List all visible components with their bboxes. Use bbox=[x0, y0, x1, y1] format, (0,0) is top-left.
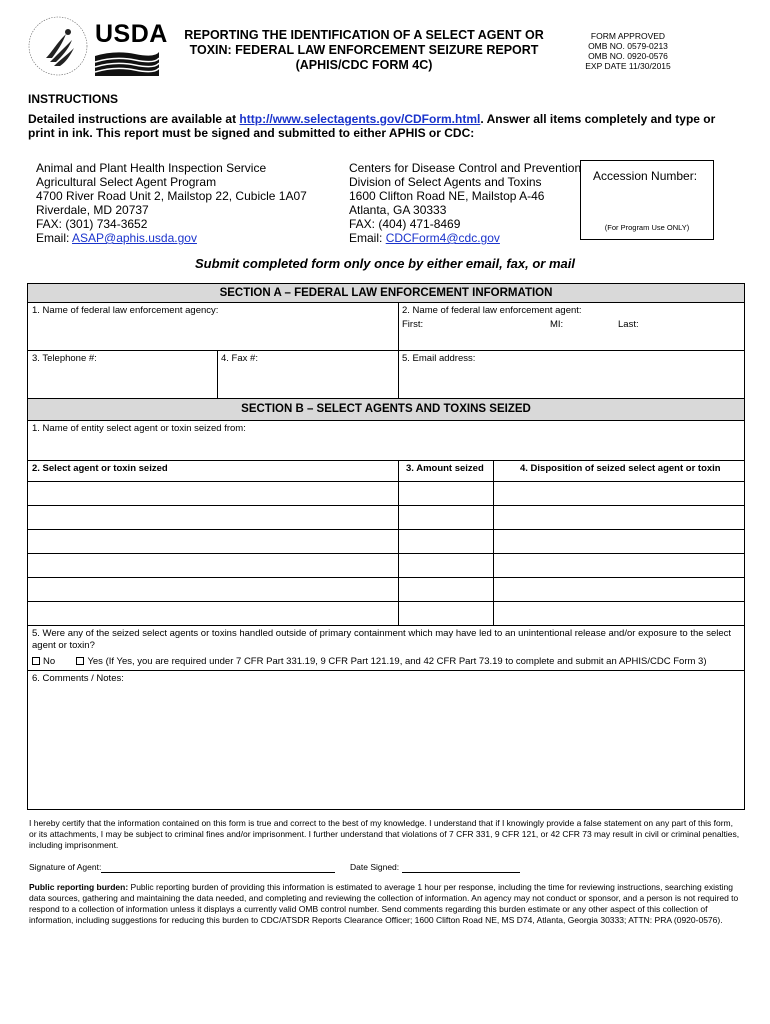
expiration-date: EXP DATE 11/30/2015 bbox=[585, 61, 671, 71]
yes-checkbox[interactable] bbox=[76, 657, 84, 665]
date-signed-field[interactable] bbox=[402, 872, 520, 873]
divider bbox=[28, 302, 744, 303]
address-line: Agricultural Select Agent Program bbox=[36, 175, 217, 189]
comments-label: 6. Comments / Notes: bbox=[32, 673, 124, 684]
address-line: Centers for Disease Control and Prevention bbox=[349, 161, 582, 175]
address-line: Riverdale, MD 20737 bbox=[36, 203, 149, 217]
telephone-field[interactable] bbox=[28, 364, 217, 398]
public-burden-statement bbox=[29, 882, 741, 926]
address-line: 1600 Clifton Road NE, Mailstop A-46 bbox=[349, 189, 545, 203]
agent-cell[interactable] bbox=[28, 530, 398, 553]
amount-column-header: 3. Amount seized bbox=[406, 463, 484, 474]
aphis-address bbox=[36, 161, 307, 245]
comments-field[interactable] bbox=[28, 686, 744, 809]
agent-signature-label: Signature of Agent: bbox=[29, 862, 102, 872]
address-line: 4700 River Road Unit 2, Mailstop 22, Cubicle 1A07 bbox=[36, 189, 307, 203]
omb-number-cdc: OMB NO. 0920-0576 bbox=[588, 51, 668, 61]
agent-cell[interactable] bbox=[28, 482, 398, 505]
disposition-cell[interactable] bbox=[494, 506, 744, 529]
section-b-heading: SECTION B – SELECT AGENTS AND TOXINS SEIZED bbox=[28, 399, 744, 420]
instructions-heading: INSTRUCTIONS bbox=[28, 92, 118, 106]
hhs-seal-logo bbox=[26, 14, 90, 78]
yes-option-label: Yes (If Yes, you are required under 7 CFR Part 331.19, 9 CFR Part 121.19, and 42 CFR Part 73.19 to complete and submit an APHIS/CDC Form 3) bbox=[87, 656, 707, 667]
first-name-label: First: bbox=[402, 319, 424, 330]
fax-label: 4. Fax #: bbox=[221, 353, 258, 364]
amount-cell[interactable] bbox=[399, 506, 493, 529]
agent-cell[interactable] bbox=[28, 554, 398, 577]
amount-cell[interactable] bbox=[399, 530, 493, 553]
burden-text: Public reporting burden of providing this information is estimated to average 1 hour per response, including the time for reviewing instructions, searching existing data sources, gathering and maintaining the data needed, and completing and reviewing the collection of information. An agency may not conduct or sponsor, and a person is not required to respond to a collection of information unless it displays a currently valid OMB control number. Send comments regarding this burden estimate or any other aspect of this collection of information, including suggestions for reducing this burden to CDC/ATSDR Reports Clearance Officer; 1600 Clifton Road NE, MS D74, Atlanta, Georgia 30333; ATTN: PRA (0920-0576). bbox=[29, 882, 739, 925]
address-line: Atlanta, GA 30333 bbox=[349, 203, 447, 217]
instructions-text-start: Detailed instructions are available at bbox=[28, 112, 240, 126]
form-title-line: TOXIN: FEDERAL LAW ENFORCEMENT SEIZURE REPORT bbox=[189, 43, 539, 57]
amount-cell[interactable] bbox=[399, 482, 493, 505]
email-address-label: 5. Email address: bbox=[402, 353, 476, 364]
aphis-email-link[interactable]: ASAP@aphis.usda.gov bbox=[72, 231, 197, 245]
instructions-text-end: . Answer all items completely and type or print in ink. This report must be signed and submitted to either APHIS or CDC: bbox=[28, 112, 716, 140]
email-address-field[interactable] bbox=[399, 364, 744, 398]
address-line: Animal and Plant Health Inspection Service bbox=[36, 161, 267, 175]
email-label: Email: bbox=[36, 231, 73, 245]
agent-cell[interactable] bbox=[28, 506, 398, 529]
usda-logo bbox=[95, 20, 168, 76]
form-approval-info bbox=[578, 31, 678, 71]
agent-name-label: 2. Name of federal law enforcement agent: bbox=[402, 305, 582, 316]
disposition-cell[interactable] bbox=[494, 530, 744, 553]
form-title bbox=[170, 28, 558, 73]
accession-number-note: (For Program Use ONLY) bbox=[604, 223, 690, 232]
divider bbox=[28, 420, 744, 421]
containment-question bbox=[32, 628, 742, 652]
seizure-report-form bbox=[27, 283, 745, 810]
disposition-cell[interactable] bbox=[494, 578, 744, 601]
disposition-cell[interactable] bbox=[494, 554, 744, 577]
no-option-label: No bbox=[43, 656, 56, 667]
email-line bbox=[349, 231, 581, 245]
submit-instruction: Submit completed form only once by either email, fax, or mail bbox=[195, 256, 575, 271]
divider bbox=[28, 625, 744, 626]
accession-number-box[interactable] bbox=[580, 160, 714, 240]
usda-logo-text: USDA bbox=[95, 20, 168, 48]
telephone-label: 3. Telephone #: bbox=[32, 353, 97, 364]
form-approved-text: FORM APPROVED bbox=[590, 31, 666, 41]
containment-options bbox=[32, 656, 742, 668]
divider bbox=[28, 350, 744, 351]
divider bbox=[28, 460, 744, 461]
cdc-email-link[interactable]: CDCForm4@cdc.gov bbox=[385, 231, 500, 245]
last-name-label: Last: bbox=[618, 319, 639, 330]
instructions-link[interactable]: http://www.selectagents.gov/CDForm.html bbox=[239, 112, 481, 126]
address-line: FAX: (404) 471-8469 bbox=[349, 217, 461, 231]
date-signed-label: Date Signed: bbox=[350, 862, 400, 872]
email-line bbox=[36, 231, 307, 245]
section-a-heading: SECTION A – FEDERAL LAW ENFORCEMENT INFORMATION bbox=[28, 284, 744, 302]
divider bbox=[28, 670, 744, 671]
amount-cell[interactable] bbox=[399, 602, 493, 625]
address-line: FAX: (301) 734-3652 bbox=[36, 217, 148, 231]
cdc-address bbox=[349, 161, 581, 245]
agent-cell[interactable] bbox=[28, 578, 398, 601]
certification-statement: I hereby certify that the information contained on this form is true and correct to the best of my knowledge. I understand that if I knowingly provide a false statement on any part of this form, or its attachments, I may be subject to criminal fines and/or imprisonment. I further understand that violations of 7 CFR 331, 9 CFR 121, or 42 CFR 73 may result in civil or criminal penalties, including imprisonment. bbox=[29, 818, 740, 850]
email-label: Email: bbox=[349, 231, 386, 245]
form-title-line: (APHIS/CDC FORM 4C) bbox=[295, 58, 433, 72]
amount-cell[interactable] bbox=[399, 578, 493, 601]
agency-name-field[interactable] bbox=[28, 318, 398, 350]
address-line: Division of Select Agents and Toxins bbox=[349, 175, 542, 189]
entity-name-field[interactable] bbox=[28, 436, 744, 460]
usda-landscape-mark bbox=[95, 50, 159, 76]
disposition-cell[interactable] bbox=[494, 482, 744, 505]
agency-name-label: 1. Name of federal law enforcement agency: bbox=[32, 305, 219, 316]
middle-initial-label: MI: bbox=[550, 319, 564, 330]
agent-signature-field[interactable] bbox=[101, 872, 335, 873]
disposition-cell[interactable] bbox=[494, 602, 744, 625]
amount-cell[interactable] bbox=[399, 554, 493, 577]
burden-heading: Public reporting burden: bbox=[29, 882, 129, 892]
agent-cell[interactable] bbox=[28, 602, 398, 625]
entity-name-label: 1. Name of entity select agent or toxin seized from: bbox=[32, 423, 246, 434]
form-title-line: REPORTING THE IDENTIFICATION OF A SELECT AGENT OR bbox=[184, 28, 544, 42]
accession-number-label: Accession Number: bbox=[593, 169, 698, 183]
omb-number-usda: OMB NO. 0579-0213 bbox=[588, 41, 668, 51]
containment-question-line: 5. Were any of the seized select agents or toxins handled outside of primary containment which may have led to an unintentional release and/or exposure to the select bbox=[32, 628, 732, 639]
instructions-text bbox=[28, 112, 738, 140]
disposition-column-header: 4. Disposition of seized select agent or toxin bbox=[520, 463, 721, 474]
divider bbox=[398, 302, 399, 350]
agent-column-header: 2. Select agent or toxin seized bbox=[32, 463, 168, 474]
fax-field[interactable] bbox=[218, 364, 398, 398]
no-checkbox[interactable] bbox=[32, 657, 40, 665]
containment-question-line: agent or toxin? bbox=[32, 640, 95, 651]
